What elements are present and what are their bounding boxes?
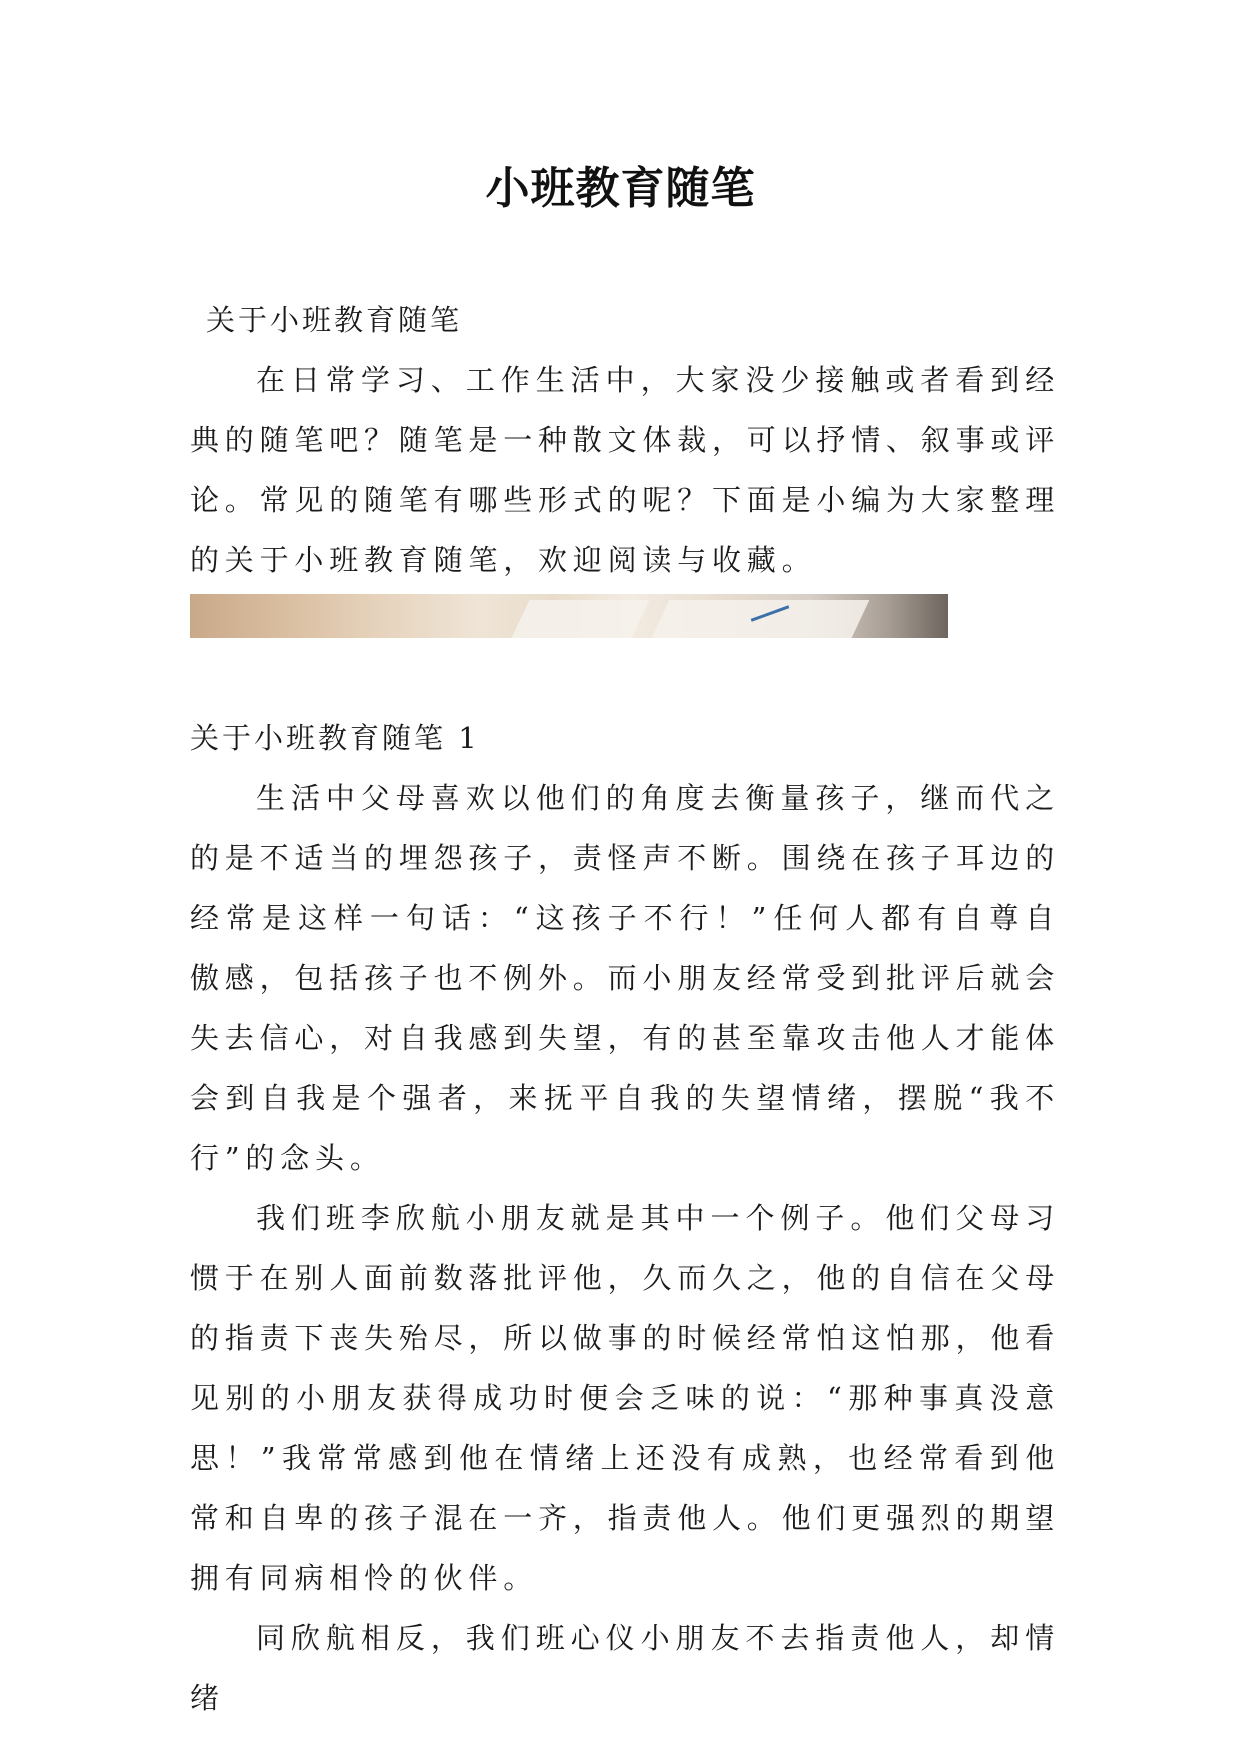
- document-body: [190, 290, 1060, 1728]
- photo-paper-shape: [651, 600, 870, 638]
- photo-paper-shape: [511, 600, 650, 638]
- section-heading: 关于小班教育随笔 1: [190, 721, 480, 755]
- body-paragraph: 生活中父母喜欢以他们的角度去衡量孩子，继而代之的是不适当的埋怨孩子，责怪声不断。围绕在孩子耳边的经常是这样一句话：“这孩子不行！”任何人都有自尊自傲感，包括孩子也不例外。而小朋友经常受到批评后就会失去信心，对自我感到失望，有的甚至靠攻击他人才能体会到自我是个强者，来抚平自我的失望情绪，摆脱“我不行”的念头。: [190, 781, 1061, 1175]
- document-subtitle: 关于小班教育随笔: [206, 303, 463, 337]
- body-paragraph: 我们班李欣航小朋友就是其中一个例子。他们父母习惯于在别人面前数落批评他，久而久之，他的自信在父母的指责下丧失殆尽，所以做事的时候经常怕这怕那，他看见别的小朋友获得成功时便会乏味的说：“那种事真没意思！”我常常感到他在情绪上还没有成熟，也经常看到他常和自卑的孩子混在一齐，指责他人。他们更强烈的期望拥有同病相怜的伙伴。: [190, 1201, 1061, 1595]
- document-title: 小班教育随笔: [485, 163, 756, 214]
- decorative-photo-strip: [190, 594, 948, 638]
- body-paragraph: 同欣航相反，我们班心仪小朋友不去指责他人，却情绪: [190, 1621, 1060, 1715]
- intro-paragraph: 在日常学习、工作生活中，大家没少接触或者看到经典的随笔吧？随笔是一种散文体裁，可以抒情、叙事或评论。常见的随笔有哪些形式的呢？下面是小编为大家整理的关于小班教育随笔，欢迎阅读与收藏。: [190, 363, 1061, 577]
